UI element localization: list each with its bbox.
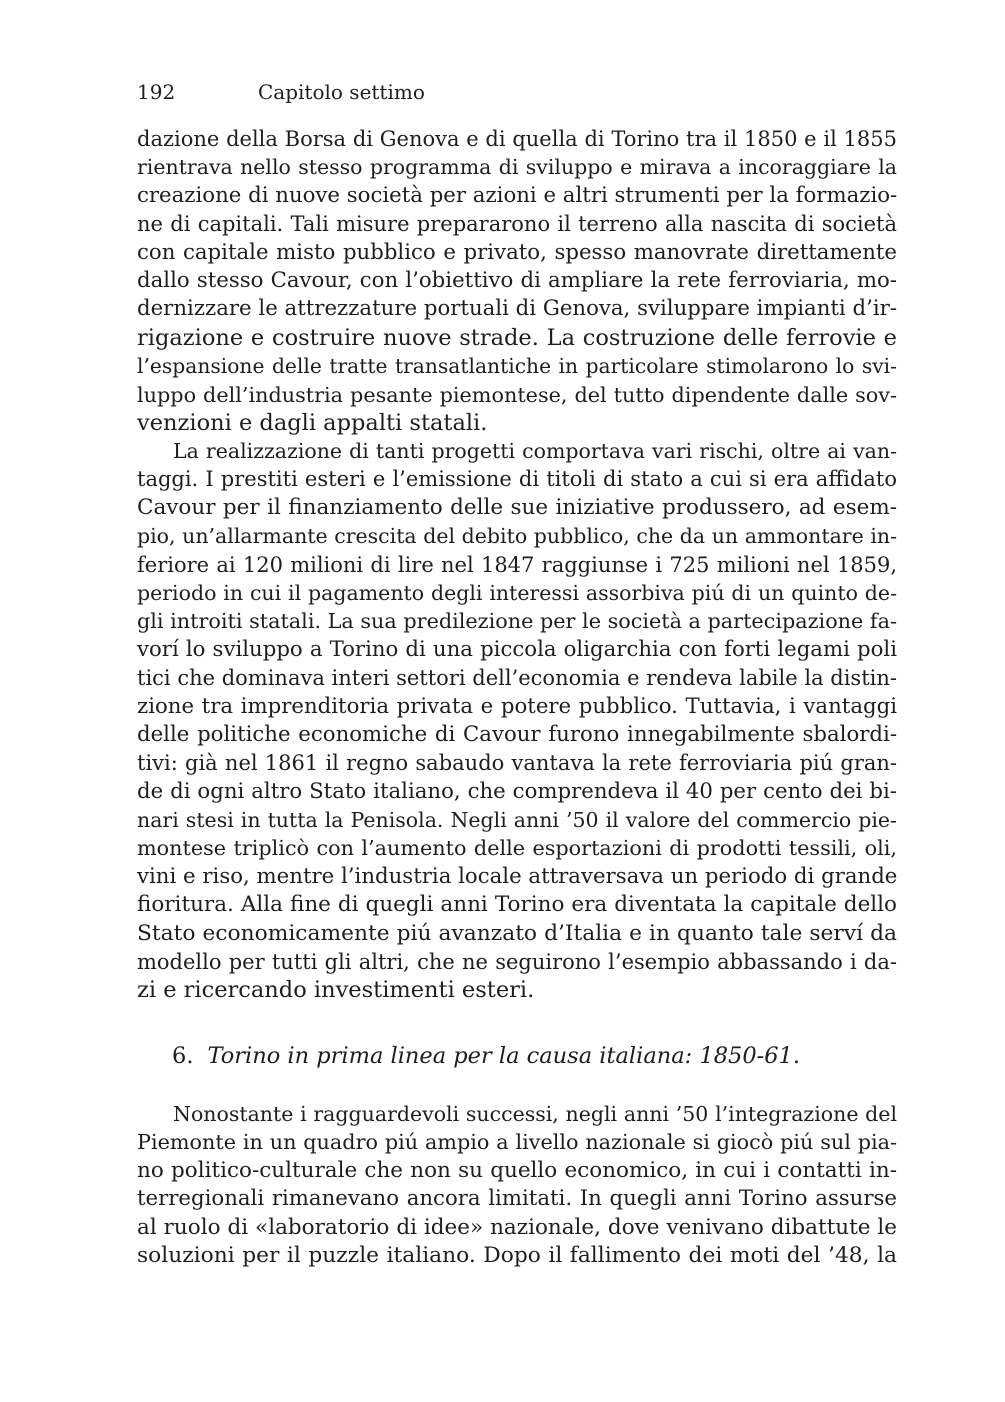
text-line: Cavour per il finanziamento delle sue iniziative produssero, ad esem- — [137, 494, 897, 520]
text-line: montese triplicò con l’aumento delle esportazioni di prodotti tessili, oli, — [137, 836, 897, 861]
text-line: dazione della Borsa di Genova e di quella di Torino tra il 1850 e il 1855 — [137, 127, 897, 151]
text-line: rientrava nello stesso programma di sviluppo e mirava a incoraggiare la — [137, 155, 897, 180]
text-line: modello per tutti gli altri, che ne seguirono l’esempio abbassando i da- — [137, 950, 897, 975]
text-line: no politico-culturale che non su quello economico, in cui i contatti in- — [137, 1157, 897, 1183]
text-line: pio, un’allarmante crescita del debito pubblico, che da un ammontare in- — [137, 524, 897, 549]
page-number: 192 — [137, 80, 176, 104]
text-line: gli introiti statali. La sua predilezione per le società a partecipazione fa- — [137, 609, 897, 634]
section-heading — [172, 1042, 800, 1070]
text-line: dernizzare le attrezzature portuali di Genova, sviluppare impianti d’ir- — [137, 296, 897, 322]
text-line: dallo stesso Cavour, con l’obiettivo di ampliare la rete ferroviaria, mo- — [137, 267, 897, 293]
text-line: zione tra imprenditoria privata e potere pubblico. Tuttavia, i vantaggi — [137, 693, 897, 719]
text-line: con capitale misto pubblico e privato, spesso manovrate direttamente — [137, 239, 897, 265]
text-line: vorí lo sviluppo a Torino di una piccola oligarchia con forti legami poli — [137, 636, 897, 662]
text-line: de di ogni altro Stato italiano, che comprendeva il 40 per cento dei bi- — [137, 778, 897, 804]
text-line: l’espansione delle tratte transatlantiche in particolare stimolarono lo svi- — [137, 354, 897, 379]
text-line: tici che dominava interi settori dell’economia e rendeva labile la distin- — [137, 666, 897, 691]
text-line: venzioni e dagli appalti statali. — [137, 409, 488, 436]
section-number: 6. — [172, 1043, 194, 1069]
text-line: Nonostante i ragguardevoli successi, negli anni ’50 l’integrazione del — [173, 1102, 897, 1126]
text-line: creazione di nuove società per azioni e altri strumenti per la formazio- — [137, 182, 898, 208]
text-line: La realizzazione di tanti progetti comportava vari rischi, oltre ai van- — [173, 439, 897, 463]
text-line: delle politiche economiche di Cavour furono innegabilmente sbalordi- — [137, 721, 897, 747]
paragraph — [137, 437, 897, 1005]
text-line: tivi: già nel 1861 il regno sabaudo vantava la rete ferroviaria piú gran- — [137, 751, 897, 776]
text-line: fioritura. Alla fine di quegli anni Torino era diventata la capitale dello — [137, 892, 897, 918]
text-line: Piemonte in un quadro piú ampio a livello nazionale si giocò piú sul pia- — [137, 1130, 897, 1155]
text-line: nari stesi in tutta la Penisola. Negli anni ’50 il valore del commercio pie- — [137, 808, 897, 833]
text-line: vini e riso, mentre l’industria locale attraversava un periodo di grande — [137, 863, 898, 889]
paragraph-continued — [137, 125, 897, 437]
text-line: zi e ricercando investimenti esteri. — [137, 977, 535, 1004]
text-line: soluzioni per il puzzle italiano. Dopo il fallimento dei moti del ’48, la — [137, 1242, 897, 1268]
paragraph — [137, 1100, 897, 1270]
text-line: Stato economicamente piú avanzato d’Italia e in quanto tale serví da — [137, 920, 897, 946]
text-line: luppo dell’industria pesante piemontese, del tutto dipendente dalle sov- — [137, 382, 897, 407]
text-line: periodo in cui il pagamento degli interessi assorbiva piú di un quinto de- — [137, 580, 897, 605]
text-line: terregionali rimanevano ancora limitati. In quegli anni Torino assurse — [137, 1186, 897, 1212]
text-line: taggi. I prestiti esteri e l’emissione di titoli di stato a cui si era affidato — [137, 467, 897, 492]
text-line: ne di capitali. Tali misure prepararono il terreno alla nascita di società — [137, 212, 897, 237]
running-title: Capitolo settimo — [258, 80, 425, 104]
section-title: Torino in prima linea per la causa italiana: 1850-61. — [207, 1043, 801, 1069]
text-line: al ruolo di «laboratorio di idee» nazionale, dove venivano dibattute le — [137, 1214, 897, 1240]
text-line: feriore ai 120 milioni di lire nel 1847 raggiunse i 725 milioni nel 1859, — [137, 552, 897, 577]
text-line: rigazione e costruire nuove strade. La costruzione delle ferrovie e — [137, 324, 897, 351]
